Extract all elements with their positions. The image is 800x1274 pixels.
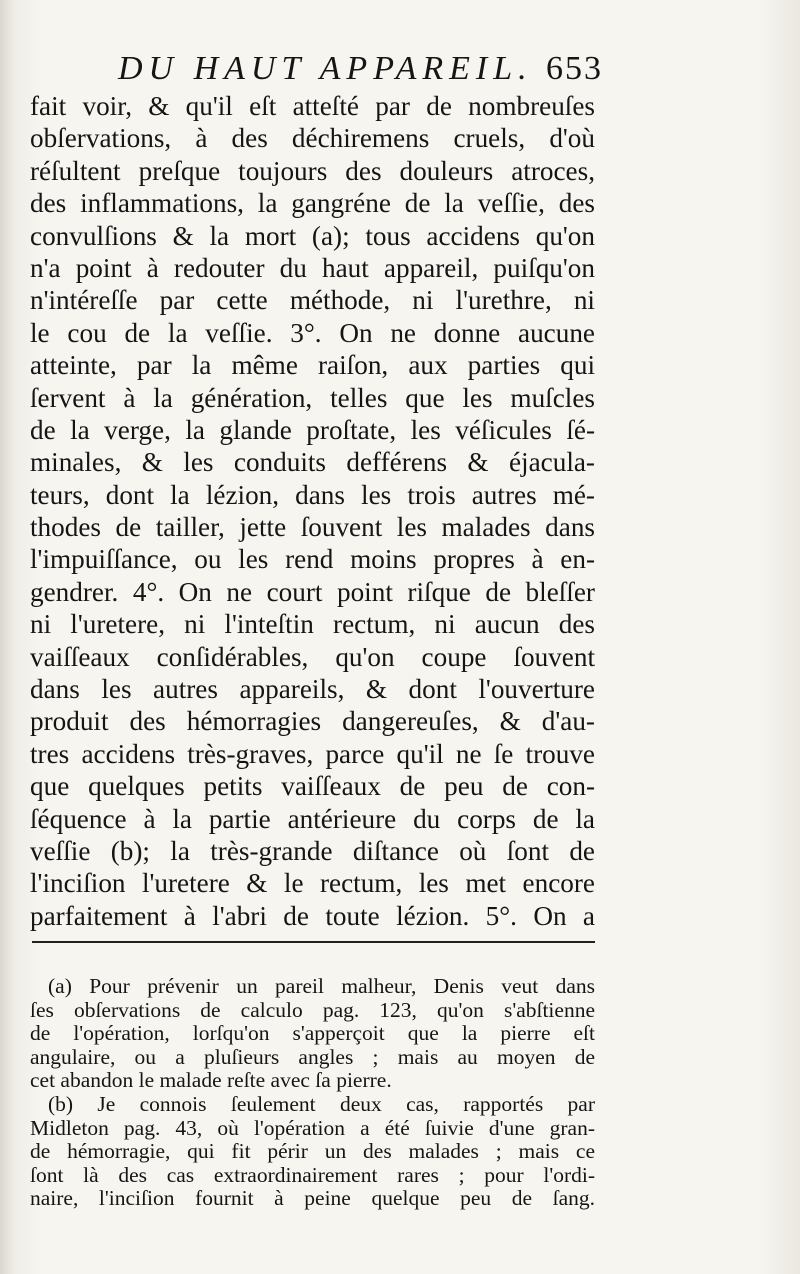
footnote-line: ſes obſervations de calculo pag. 123, qu'on s'abſtienne xyxy=(30,997,595,1022)
text-line: teurs, dont la lézion, dans les trois autres mé- xyxy=(30,479,595,510)
footnote-line: angulaire, ou a pluſieurs angles ; mais au moyen de xyxy=(30,1044,595,1069)
text-line: ni l'uretere, ni l'inteſtin rectum, ni aucun des xyxy=(30,609,595,640)
text-line: dans les autres appareils, & dont l'ouverture xyxy=(30,674,595,705)
footnote-line: de hémorragie, qui fit périr un des malades ; mais ce xyxy=(30,1139,595,1164)
footnote-line: Midleton pag. 43, où l'opération a été ſuivie d'une gran- xyxy=(30,1115,595,1140)
text-line: parfaitement à l'abri de toute lézion. 5°. On a xyxy=(30,900,595,931)
footnote-line: ſont là des cas extraordinairement rares ; pour l'ordi- xyxy=(30,1162,595,1187)
running-head: DU HAUT APPAREIL. xyxy=(118,50,533,87)
text-line: que quelques petits vaiſſeaux de peu de con- xyxy=(30,771,595,802)
text-line: n'a point à redouter du haut appareil, puiſqu'on xyxy=(30,252,595,283)
text-line: ſéquence à la partie antérieure du corps de la xyxy=(30,803,595,834)
text-line: veſſie (b); la très-grande diſtance où ſont de xyxy=(30,835,595,866)
text-line: minales, & les conduits defférens & éjacula- xyxy=(30,447,595,478)
body-text xyxy=(30,90,595,932)
text-line: thodes de tailler, jette ſouvent les malades dans xyxy=(30,512,595,543)
text-line: atteinte, par la même raiſon, aux parties qui xyxy=(30,350,595,381)
text-line: tres accidens très-graves, parce qu'il ne ſe trouve xyxy=(30,738,595,769)
footnotes xyxy=(30,975,595,1211)
footnote-line: de l'opération, lorſqu'on s'apperçoit que la pierre eſt xyxy=(30,1021,595,1046)
text-line: l'impuiſſance, ou les rend moins propres à en- xyxy=(30,544,595,575)
text-line: convulſions & la mort (a); tous accidens qu'on xyxy=(30,220,595,251)
page-header xyxy=(118,50,603,94)
footnote-line: (a) Pour prévenir un pareil malheur, Denis veut dans xyxy=(48,974,595,998)
text-line: fait voir, & qu'il eſt atteſté par de nombreuſes xyxy=(30,91,595,121)
text-line: l'inciſion l'uretere & le rectum, les met encore xyxy=(30,868,595,899)
footnote-rule xyxy=(32,941,595,943)
text-line: de la verge, la glande proſtate, les véſicules ſé- xyxy=(30,414,595,445)
text-line: obſervations, à des déchiremens cruels, d'où xyxy=(30,123,595,154)
text-line: ſervent à la génération, telles que les muſcles xyxy=(30,382,595,413)
text-line: produit des hémorragies dangereuſes, & d'au- xyxy=(30,706,595,737)
page-number: 653 xyxy=(546,50,603,87)
footnote-line: naire, l'inciſion fournit à peine quelque peu de ſang. xyxy=(30,1186,595,1211)
text-line: le cou de la veſſie. 3°. On ne donne aucune xyxy=(30,317,595,348)
text-line: gendrer. 4°. On ne court point riſque de bleſſer xyxy=(30,576,595,607)
text-line: vaiſſeaux conſidérables, qu'on coupe ſouvent xyxy=(30,641,595,672)
text-line: n'intéreſſe par cette méthode, ni l'urethre, ni xyxy=(30,285,595,316)
text-line: des inflammations, la gangréne de la veſſie, des xyxy=(30,188,595,219)
footnote-line: cet abandon le malade reſte avec ſa pierre. xyxy=(30,1068,392,1093)
footnote-line: (b) Je connois ſeulement deux cas, rapportés par xyxy=(48,1091,595,1116)
text-line: réſultent preſque toujours des douleurs atroces, xyxy=(30,155,595,186)
